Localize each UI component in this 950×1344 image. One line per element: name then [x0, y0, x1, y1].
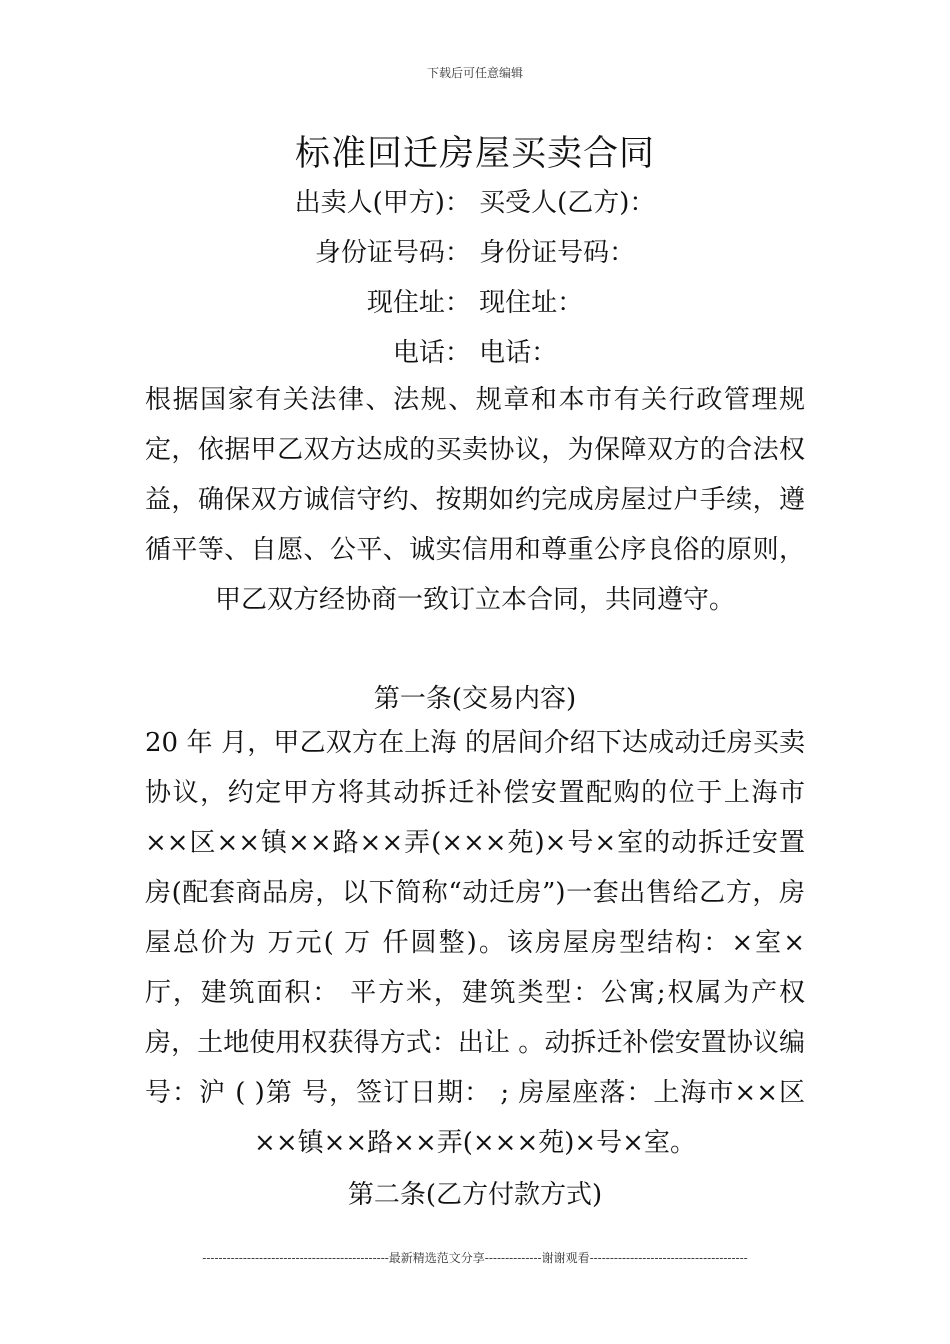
party-address-line: 现住址： 现住址： [366, 288, 584, 318]
footer-note: ----------------------------------------------最新精选范文分享--------------谢谢观看--------------------------------------- [202, 1251, 748, 1265]
party-phone-line: 电话： 电话： [392, 338, 558, 368]
article-2-heading: 第二条(乙方付款方式) [347, 1180, 603, 1210]
header-note: 下载后可任意编辑 [426, 66, 523, 80]
preamble-paragraph: 根据国家有关法律、法规、规章和本市有关行政管理规定，依据甲乙双方达成的买卖协议，为保障双方的合法权益，确保双方诚信守约、按期如约完成房屋过户手续，遵循平等、自愿、公平、诚实信用和尊重公序良俗的原则，甲乙双方经协商一致订立本合同，共同遵守。 [145, 385, 805, 615]
document-title: 标准回迁房屋买卖合同 [294, 134, 655, 174]
party-names-line: 出卖人(甲方)： 买受人(乙方)： [294, 188, 656, 218]
party-id-line: 身份证号码： 身份证号码： [314, 238, 636, 268]
article-1-paragraph: 20 年 月，甲乙双方在上海 的居间介绍下达成动迁房买卖协议，约定甲方将其动拆迁补偿安置配购的位于上海市××区××镇××路××弄(×××苑)×号×室的动拆迁安置房(配套商品房，以下简称“动迁房”)一套出售给乙方，房屋总价为 万元( 万 仟圆整)。该房屋房型结构：×室×厅，建筑面积： 平方米，建筑类型：公寓;权属为产权房，土地使用权获得方式：出让 。动拆迁补偿安置协议编号：沪 ( )第 号，签订日期： ; 房屋座落：上海市××区××镇××路××弄(×××苑)×号×室。 [145, 728, 805, 1158]
article-1-heading: 第一条(交易内容) [373, 684, 577, 714]
